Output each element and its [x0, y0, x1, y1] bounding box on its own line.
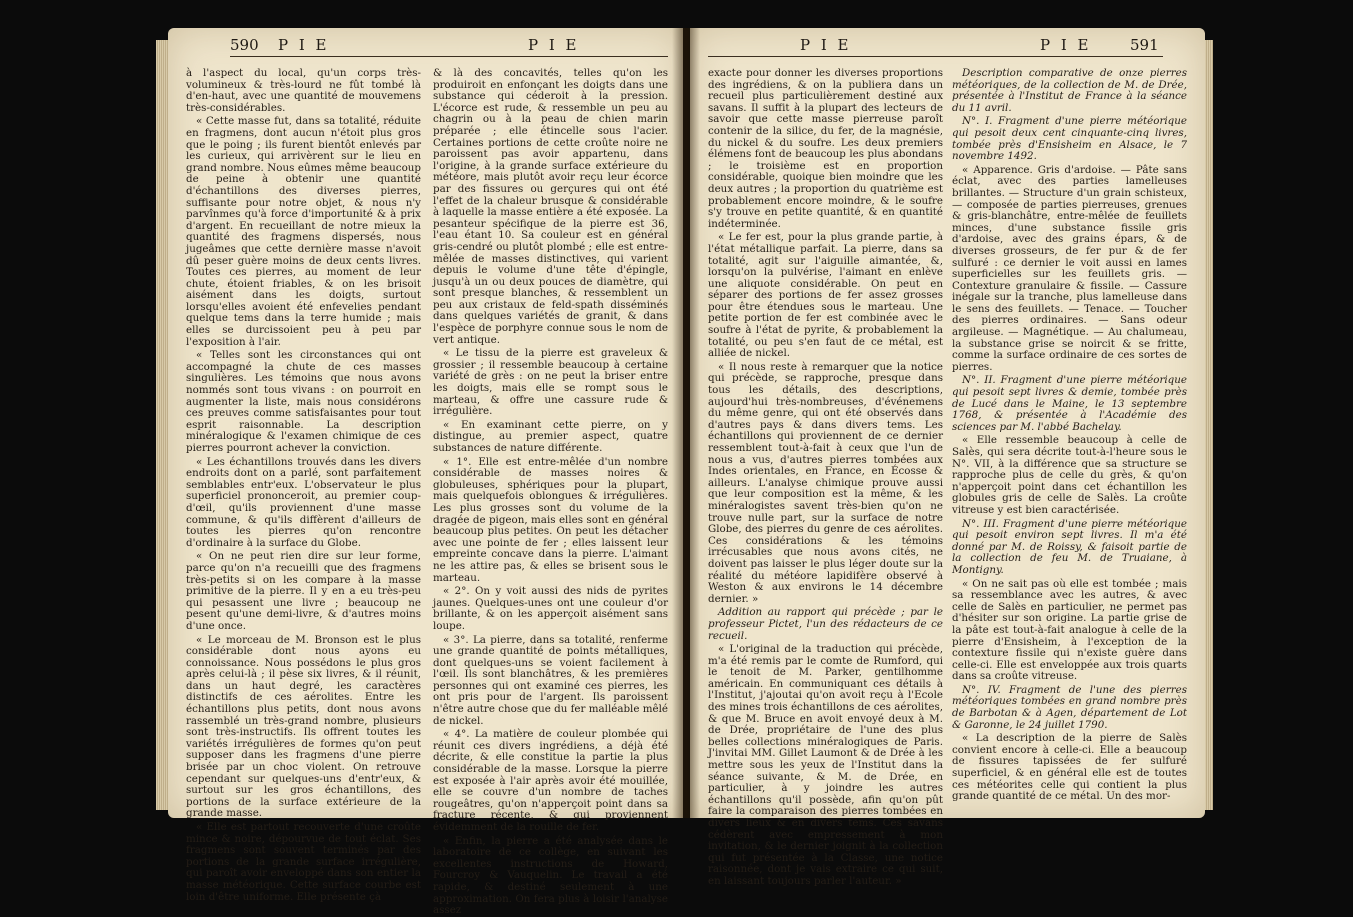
- right-running-header-col1: P I E: [800, 36, 852, 54]
- left-column-1: [186, 67, 421, 903]
- book-gutter: [672, 28, 700, 818]
- paragraph: N°. III. Fragment d'une pierre météorique qui pesoit environ sept livres. Il m'a été donné par M. de Roissy, & faisoit partie de la collection de feu M. de Truaiane, à Montigny.: [952, 517, 1187, 576]
- paragraph: « 4°. La matière de couleur plombée qui réunit ces divers ingrédiens, a déjà été décrite, & elle constitue la partie la plus considérable de la masse. Lorsque la pierre est exposée à l'air après avoir été mouillée, elle se couvre d'un nombre de taches rougeâtres, qu'on n'apperçoit point dans sa fracture récente, & qui proviennent évidemment de la rouille de fer.: [433, 728, 668, 833]
- right-running-header: P I E: [1040, 36, 1092, 54]
- paragraph: N°. I. Fragment d'une pierre météorique qui pesoit deux cent cinquante-cinq livres, tombée près d'Ensisheim en Alsace, le 7 novembre 1492.: [952, 115, 1187, 163]
- paragraph: « Le fer est, pour la plus grande partie, à l'état métallique parfait. La pierre, dans sa totalité, agit sur l'aiguille aimantée, &, lorsqu'on la pulvérise, l'aimant en enlève une aliquote considérable. On peut en séparer des portions de fer assez grosses pour être étendues sous le marteau. Une petite portion de fer est combinée avec le soufre à l'état de pyrite, & probablement la totalité, ou peu s'en faut de ce métal, est alliée de nickel.: [708, 231, 943, 360]
- paragraph: Addition au rapport qui précède ; par le professeur Pictet, l'un des rédacteurs de ce recueil.: [708, 606, 943, 642]
- paragraph: N°. II. Fragment d'une pierre météorique qui pesoit sept livres & demie, tombée près de Lucé dans le Maine, le 13 septembre 1768, & présentée à l'Académie des sciences par M. l'abbé Bachelay.: [952, 374, 1187, 433]
- right-header-rule: [708, 56, 1163, 57]
- left-running-header: P I E: [278, 36, 330, 54]
- paragraph: « L'original de la traduction qui précède, m'a été remis par le comte de Rumford, qui le tenoit de M. Parker, gentilhomme américain. En communiquant ces détails à l'Institut, j'ajoutai qu'on avoit reçu à l'Ecole des mines trois échantillons de ces aérolites, & que M. Bruce en avoit envoyé deux à M. de Drée, propriétaire de l'une des plus belles collections minéralogiques de Paris. J'invitai MM. Gillet Laumont & de Drée à les mettre sous les yeux de l'Institut dans la séance suivante, & M. de Drée, en particulier, à y joindre les autres échantillons qu'il possède, afin qu'on pût faire la comparaison des pierres tombées en divers lieux & en divers tems. Ces savans cédèrent avec empressement à mon invitation, & le dernier joignit à la collection qui fut présentée à la Classe, une notice raisonnée, dont je vais extraire ce qui suit, en laissant toujours parler l'auteur. »: [708, 643, 943, 887]
- paragraph: « Le tissu de la pierre est graveleux & grossier ; il ressemble beaucoup à certaine variété de grès : on ne peut la briser entre les doigts, mais elle se rompt sous le marteau, & offre une cassure rude & irrégulière.: [433, 347, 668, 418]
- right-column-1: [708, 67, 943, 887]
- right-page-number: 591: [1130, 36, 1159, 54]
- left-header-rule: [230, 56, 668, 57]
- right-column-2: [952, 68, 1187, 808]
- paragraph: « On ne sait pas où elle est tombée ; mais sa ressemblance avec les autres, & avec celle de Salès en particulier, ne permet pas d'hésiter sur son origine. La partie grise de la pâte est tout-à-fait analogue à celle de la pierre d'Ensisheim, à l'exception de la contexture fissile qui n'existe guère dans celle-ci. Elle est enveloppée aux trois quarts dans sa croûte vitreuse.: [952, 577, 1187, 683]
- paragraph: « La description de la pierre de Salès convient encore à celle-ci. Elle a beaucoup de fissures tapissées de fer sulfuré superficiel, & en général elle est de toutes ces météorites celle qui contient la plus grande quantité de ce métal. Un des mor-: [952, 732, 1187, 803]
- paragraph: « Telles sont les circonstances qui ont accompagné la chute de ces masses singulières. Les témoins que nous avons nommés sont tous vivans : on pourroit en augmenter la liste, mais nous considérons ces preuves comme satisfaisantes pour tout esprit raisonnable. La description minéralogique & l'examen chimique de ces pierres pourront achever la conviction.: [186, 349, 421, 454]
- left-page: [168, 28, 683, 917]
- paragraph: « En examinant cette pierre, on y distingue, au premier aspect, quatre substances de nature différente.: [433, 418, 668, 454]
- paragraph: N°. IV. Fragment de l'une des pierres météoriques tombées en grand nombre près de Barbotan & à Agen, département de Lot & Garonne, le 24 juillet 1790.: [952, 683, 1187, 731]
- paragraph: & là des concavités, telles qu'on les produiroit en enfonçant les doigts dans une substance qui céderoit à la pression. L'écorce est rude, & ressemble un peu au chagrin ou à la peau de chien marin préparée ; elle étincelle sous l'acier. Certaines portions de cette croûte noire ne paroissent pas avoir appartenu, dans l'origine, à la grande surface extérieure du météore, mais plutôt avoir reçu leur écorce par des fissures ou gerçures qui ont été l'effet de la chaleur brusque & considérable à laquelle la masse entière a été exposée. La pesanteur spécifique de la pierre est 36, l'eau étant 10. Sa couleur est en général gris-cendré ou plutôt plombé ; elle est entre-mêlée de masses distinctives, qui varient depuis le volume d'une tête d'épingle, jusqu'à un ou deux pouces de diamètre, qui sont presque blanches, & ressemblent un peu aux cristaux de feld-spath disséminés dans quelques variétés de granit, & dans l'espèce de porphyre connue sous le nom de vert antique.: [433, 67, 668, 346]
- paragraph: « Les échantillons trouvés dans les divers endroits dont on a parlé, sont parfaitement semblables entr'eux. L'observateur le plus superficiel prononceroit, au premier coup-d'œil, qu'ils proviennent d'une masse commune, & qu'ils diffèrent d'ailleurs de toutes les pierres qu'on rencontre d'ordinaire à la surface du Globe.: [186, 455, 421, 549]
- paragraph: « On ne peut rien dire sur leur forme, parce qu'on n'a recueilli que des fragmens très-petits si on les compare à la masse primitive de la pierre. Il y en a eu très-peu qui pesassent une livre ; beaucoup ne pesent qu'une demi-livre, & d'autres moins d'une once.: [186, 550, 421, 632]
- paragraph: « 2°. On y voit aussi des nids de pyrites jaunes. Quelques-unes ont une couleur d'or brillante, & on les apperçoit aisément sans loupe.: [433, 585, 668, 632]
- left-column-2: [433, 67, 668, 917]
- paragraph: à l'aspect du local, qu'un corps très-volumineux & très-lourd ne fût tombé là d'en-haut, avec une quantité de mouvemens très-considérables.: [186, 67, 421, 114]
- paragraph: Description comparative de onze pierres météoriques, de la collection de M. de Drée, présentée à l'Institut de France à la séance du 11 avril.: [952, 67, 1187, 114]
- paragraph: « 3°. La pierre, dans sa totalité, renferme une grande quantité de points métalliques, dont quelques-uns se voient facilement à l'œil. Ils sont blanchâtres, & les premières personnes qui ont examiné ces pierres, les ont pris pour de l'argent. Ils paroissent n'être autre chose que du fer malléable mêlé de nickel.: [433, 633, 668, 727]
- right-page: [690, 28, 1205, 887]
- paragraph: exacte pour donner les diverses proportions des ingrédiens, & on la publiera dans un recueil plus particulièrement destiné aux savans. Il suffit à la plupart des lecteurs de savoir que cette masse pierreuse paroît contenir de la silice, du fer, de la magnésie, du nickel & du soufre. Les deux premiers élémens font de beaucoup les plus abondans ; le troisième est en proportion considérable, quoique bien moindre que les deux autres ; la proportion du quatrième est probablement encore moindre, & le soufre s'y trouve en petite quantité, & en quantité indéterminée.: [708, 67, 943, 230]
- paragraph: « Il nous reste à remarquer que la notice qui précède, se rapproche, presque dans tous les détails, des descriptions, aujourd'hui très-nombreuses, d'événemens du même genre, qui ont été observés dans d'autres pays & dans divers tems. Les échantillons qui proviennent de ce dernier ressemblent tout-à-fait à ceux que l'un de nous a vus, d'autres pierres tombées aux Indes orientales, en France, en Écosse & ailleurs. L'analyse chimique prouve aussi que leur composition est la même, & les minéralogistes savent très-bien qu'on ne trouve nulle part, sur la surface de notre Globe, des pierres du genre de ces aérolites. Ces considérations & les témoins irrécusables que nous avons cités, ne doivent pas laisser le plus léger doute sur la réalité du météore lapidifère observé à Weston & aux environs le 14 décembre dernier. »: [708, 360, 943, 605]
- paragraph: « Elle est partout recouverte d'une croûte mince & noire, dépourvue de tout éclat. Ses fragmens sont souvent terminés par des portions de la grande surface irrégulière, qui paroît avoir enveloppé dans son entier la masse météorique. Cette surface courbe est loin d'être uniforme. Elle présente çà: [186, 821, 421, 903]
- paragraph: « 1°. Elle est entre-mêlée d'un nombre considérable de masses noires & globuleuses, sphériques pour la plupart, mais quelquefois oblongues & irrégulières. Les plus grosses sont du volume de la dragée de pigeon, mais elles sont en général beaucoup plus petites. On peut les détacher avec une pointe de fer ; elles laissent leur empreinte concave dans la pierre. L'aimant ne les attire pas, & elles se brisent sous le marteau.: [433, 455, 668, 584]
- paragraph: « Enfin, la pierre a été analysée dans le laboratoire de ce collège, en suivant les excellentes instructions de Howard, Fourcroy & Vauquelin. Le travail a été rapide, & destiné seulement à une approximation. On fera plus à loisir l'analyse assez: [433, 834, 668, 917]
- paragraph: « Le morceau de M. Bronson est le plus considérable dont nous ayons eu connoissance. Nous possédons le plus gros après celui-là ; il pèse six livres, & il réunit, dans un haut degré, les caractères distinctifs de ces aérolites. Entre les échantillons plus petits, dont nous avons rassemblé un très-grand nombre, plusieurs sont très-instructifs. Ils offrent toutes les variétés irrégulières de formes qu'on peut supposer dans les fragmens d'une pierre brisée par un choc violent. On retrouve cependant sur quelques-uns d'entr'eux, & surtout sur les gros échantillons, des portions de la surface extérieure de la grande masse.: [186, 633, 421, 820]
- left-page-number: 590: [230, 36, 259, 54]
- paragraph: « Cette masse fut, dans sa totalité, réduite en fragmens, dont aucun n'étoit plus gros que le poing ; ils furent bientôt enlevés par les curieux, qui arrivèrent sur le lieu en grand nombre. Nous eûmes même beaucoup de peine à obtenir une quantité d'échantillons des diverses pierres, suffisante pour notre objet, & nous n'y parvînmes qu'à force d'importunité & à prix d'argent. En recueillant de notre mieux la quantité des fragmens dispersés, nous jugeâmes que cette dernière masse n'avoit dû peser guère moins de deux cents livres. Toutes ces pierres, au moment de leur chute, étoient friables, & on les brisoit aisément dans les doigts, surtout lorsqu'elles avoient été enfevelies pendant quelque tems dans la terre humide ; mais elles se durcissoient peu à peu par l'exposition à l'air.: [186, 115, 421, 348]
- left-running-header-col2: P I E: [528, 36, 580, 54]
- paragraph: « Elle ressemble beaucoup à celle de Salès, qui sera décrite tout-à-l'heure sous le N°. VII, à la différence que sa structure se rapproche plus de celle du grès, & qu'on n'apperçoit point dans cet échantillon les globules gris de celle de Salès. La croûte vitreuse y est bien caractérisée.: [952, 434, 1187, 516]
- paragraph: « Apparence. Gris d'ardoise. — Pâte sans éclat, avec des parties lamelleuses brillantes. — Structure d'un grain schisteux, — composée de parties pierreuses, grenues & gris-blanchâtre, entre-mêlée de feuillets minces, d'une substance fissile gris d'ardoise, avec des grains épars, & de diverses grosseurs, de fer pur & de fer sulfuré : ce dernier le voit aussi en lames superficielles sur les feuillets gris. — Contexture granulaire & fissile. — Cassure inégale sur la tranche, plus lamelleuse dans le sens des feuillets. — Tenace. — Toucher des pierres ordinaires. — Sans odeur argileuse. — Magnétique. — Au chalumeau, la substance grise se noircit & se fritte, comme la surface ordinaire de ces sortes de pierres.: [952, 163, 1187, 373]
